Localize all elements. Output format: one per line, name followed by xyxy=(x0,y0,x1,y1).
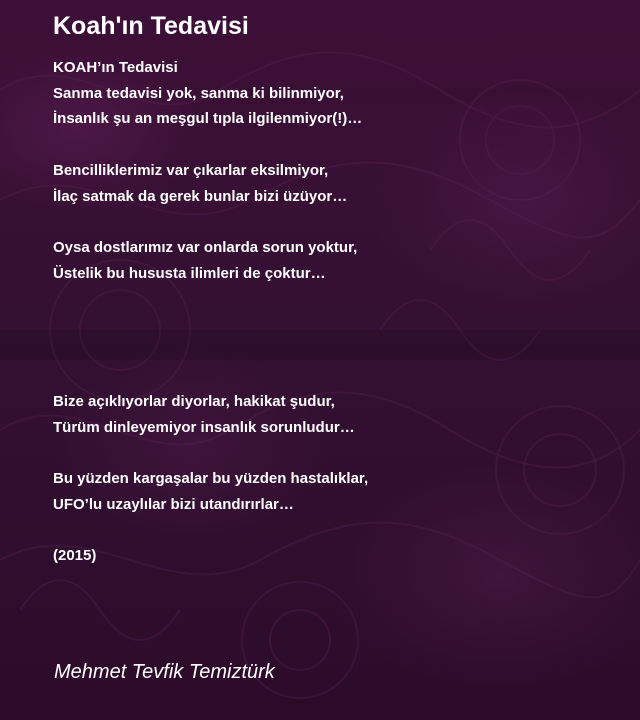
poem-line: Sanma tedavisi yok, sanma ki bilinmiyor, xyxy=(53,84,344,102)
poem-line: Oysa dostlarımız var onlarda sorun yoktur, xyxy=(53,238,358,256)
poem-line: Bu yüzden kargaşalar bu yüzden hastalıklar, xyxy=(53,470,369,488)
stanza-gap xyxy=(53,209,613,235)
author-name: Mehmet Tevfik Temiztürk xyxy=(54,661,275,683)
poem-line: Bencilliklerimiz var çıkarlar eksilmiyor, xyxy=(53,161,329,179)
stanza-gap xyxy=(53,286,613,389)
poem-line: Türüm dinleyemiyor insanlık sorunludur… xyxy=(53,418,355,436)
poem-line: UFO’lu uzaylılar bizi utandırırlar… xyxy=(53,495,294,513)
poem-line: Üstelik bu hususta ilimleri de çoktur… xyxy=(53,264,326,282)
poem-body xyxy=(53,55,613,569)
poem-line: İlaç satmak da gerek bunlar bizi üzüyor… xyxy=(53,187,348,205)
stanza-gap xyxy=(53,441,613,467)
page-title: Koah'ın Tedavisi xyxy=(53,12,249,40)
poem-line: İnsanlık şu an meşgul tıpla ilgilenmiyor(!)… xyxy=(53,110,363,128)
stanza-gap xyxy=(53,132,613,158)
stanza-gap xyxy=(53,518,613,544)
poem-line: Bize açıklıyorlar diyorlar, hakikat şudur, xyxy=(53,393,335,411)
poem-year: (2015) xyxy=(53,547,97,565)
poem-heading: KOAH’ın Tedavisi xyxy=(53,59,178,76)
